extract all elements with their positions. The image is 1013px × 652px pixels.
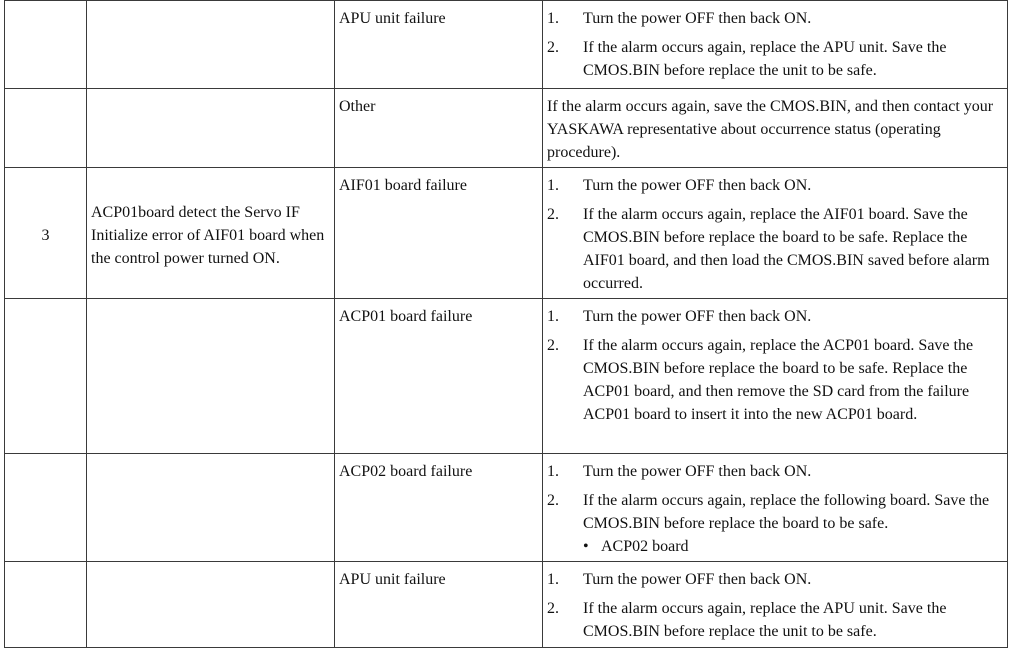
step-number: 1.	[547, 571, 559, 588]
table-row	[5, 562, 1008, 648]
step-text: If the alarm occurs again, replace the following board. Save the CMOS.BIN before replace the board to be safe.	[583, 492, 990, 532]
remedy-step	[547, 597, 1003, 643]
step-text: If the alarm occurs again, replace the ACP01 board. Save the CMOS.BIN before replace the board to be safe. Replace the ACP01 board, and then remove the SD card from the failure ACP01 board to insert it into the new ACP01 board.	[583, 337, 974, 423]
step-text: If the alarm occurs again, replace the AIF01 board. Save the CMOS.BIN before replace the board to be safe. Replace the AIF01 board, and then load the CMOS.BIN saved before alarm occurred.	[583, 206, 990, 292]
cause-cell: Other	[335, 89, 543, 168]
remedy-step	[547, 7, 1003, 30]
step-number: 1.	[547, 308, 559, 325]
remedy-step	[547, 334, 1003, 426]
remedy-cell	[543, 454, 1008, 562]
table-row	[5, 454, 1008, 562]
bullet-item	[583, 535, 1003, 558]
step-number: 2.	[547, 492, 559, 509]
table-row	[5, 1, 1008, 89]
remedy-step	[547, 36, 1003, 82]
condition-cell	[87, 562, 335, 648]
step-text: Turn the power OFF then back ON.	[583, 463, 812, 480]
alarm-number-cell	[5, 89, 87, 168]
step-text: Turn the power OFF then back ON.	[583, 571, 812, 588]
table-row	[5, 299, 1008, 454]
condition-cell	[87, 1, 335, 89]
remedy-cell: If the alarm occurs again, save the CMOS.BIN, and then contact your YASKAWA representative about occurrence status (operating procedure).	[543, 89, 1008, 168]
bullet-icon: •	[583, 538, 589, 555]
cause-cell: ACP02 board failure	[335, 454, 543, 562]
step-text: Turn the power OFF then back ON.	[583, 177, 812, 194]
step-text: If the alarm occurs again, replace the APU unit. Save the CMOS.BIN before replace the unit to be safe.	[583, 39, 947, 79]
step-text: Turn the power OFF then back ON.	[583, 308, 812, 325]
remedy-step	[547, 568, 1003, 591]
alarm-number-cell	[5, 454, 87, 562]
remedy-cell	[543, 168, 1008, 299]
step-number: 1.	[547, 463, 559, 480]
remedy-step	[547, 489, 1003, 558]
condition-cell	[87, 89, 335, 168]
alarm-number-cell: 3	[5, 168, 87, 299]
remedy-cell	[543, 562, 1008, 648]
alarm-number-cell	[5, 562, 87, 648]
condition-cell	[87, 454, 335, 562]
step-number: 2.	[547, 206, 559, 223]
step-number: 1.	[547, 177, 559, 194]
step-text-block	[583, 489, 1003, 558]
step-number: 2.	[547, 337, 559, 354]
remedy-step	[547, 460, 1003, 483]
cause-cell: ACP01 board failure	[335, 299, 543, 454]
cause-cell: APU unit failure	[335, 562, 543, 648]
remedy-cell	[543, 1, 1008, 89]
remedy-cell	[543, 299, 1008, 454]
table-row	[5, 89, 1008, 168]
step-text: Turn the power OFF then back ON.	[583, 10, 812, 27]
step-text: If the alarm occurs again, replace the APU unit. Save the CMOS.BIN before replace the unit to be safe.	[583, 600, 947, 640]
alarm-remedy-table	[4, 0, 1008, 648]
step-number: 2.	[547, 600, 559, 617]
table-row	[5, 168, 1008, 299]
remedy-step	[547, 174, 1003, 197]
cause-cell: APU unit failure	[335, 1, 543, 89]
condition-cell: ACP01board detect the Servo IF Initialize error of AIF01 board when the control power turned ON.	[87, 168, 335, 299]
bullet-text: ACP02 board	[601, 538, 689, 555]
condition-cell	[87, 299, 335, 454]
alarm-number-cell	[5, 299, 87, 454]
alarm-number-cell	[5, 1, 87, 89]
remedy-step	[547, 203, 1003, 295]
cause-cell: AIF01 board failure	[335, 168, 543, 299]
step-number: 2.	[547, 39, 559, 56]
step-number: 1.	[547, 10, 559, 27]
remedy-step	[547, 305, 1003, 328]
